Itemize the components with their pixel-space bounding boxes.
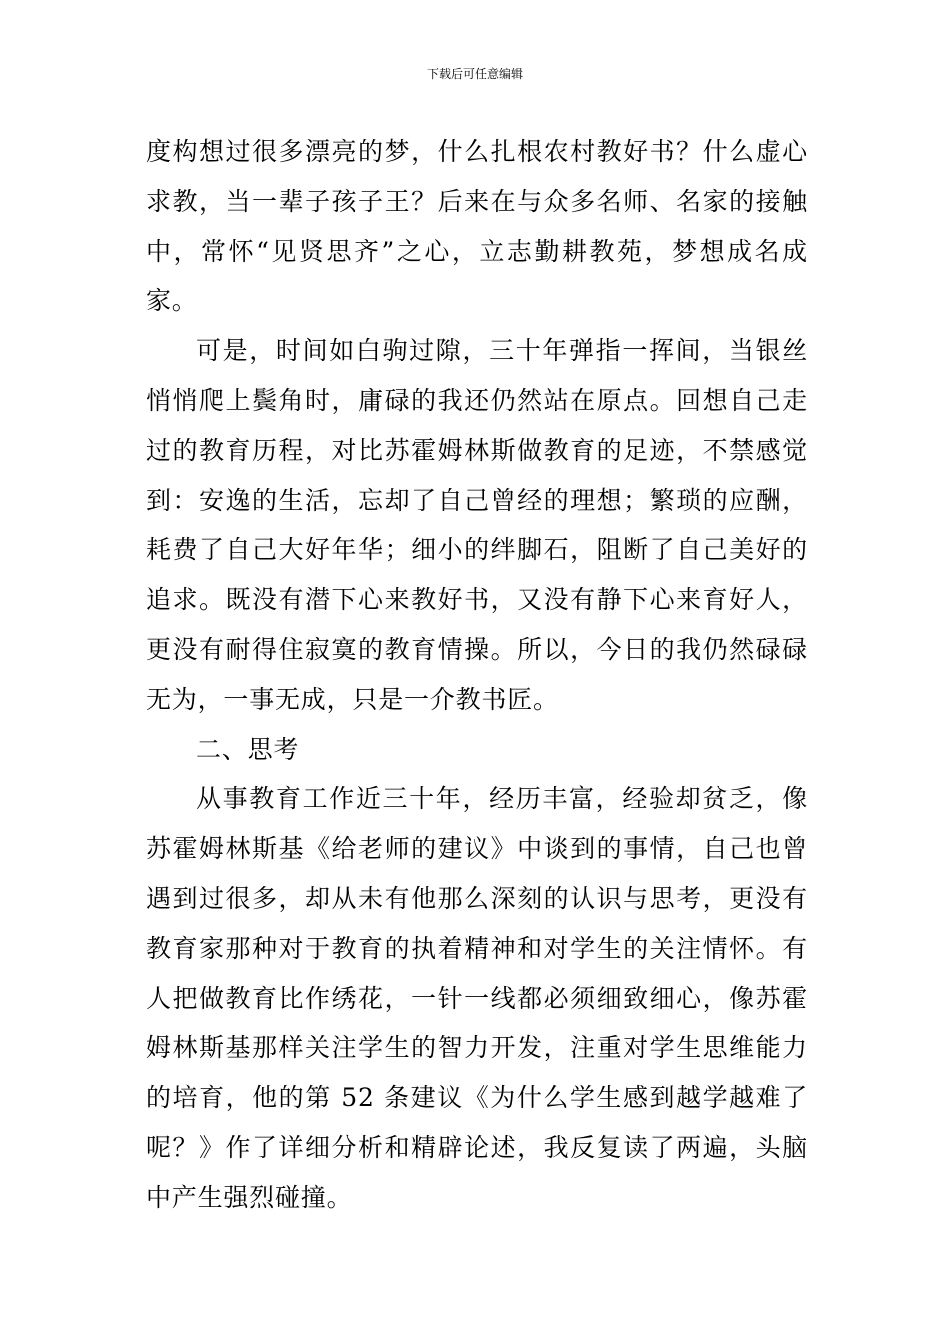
document-body	[146, 127, 808, 1223]
paragraph: 可是，时间如白驹过隙，三十年弹指一挥间，当银丝悄悄爬上鬓角时，庸碌的我还仍然站在原点。回想自己走过的教育历程，对比苏霍姆林斯做教育的足迹，不禁感觉到：安逸的生活，忘却了自己曾经的理想；繁琐的应酬，耗费了自己大好年华；细小的绊脚石，阻断了自己美好的追求。既没有潜下心来教好书，又没有静下心来育好人，更没有耐得住寂寞的教育情操。所以，今日的我仍然碌碌无为，一事无成，只是一介教书匠。	[146, 336, 808, 714]
paragraph: 从事教育工作近三十年，经历丰富，经验却贫乏，像苏霍姆林斯基《给老师的建议》中谈到的事情，自己也曾遇到过很多，却从未有他那么深刻的认识与思考，更没有教育家那种对于教育的执着精神和对学生的关注情怀。有人把做教育比作绣花，一针一线都必须细致细心，像苏霍姆林斯基那样关注学生的智力开发，注重对学生思维能力的培育，他的第 52 条建议《为什么学生感到越学越难了呢？》作了详细分析和精辟论述，我反复读了两遍，头脑中产生强烈碰撞。	[146, 784, 808, 1212]
section-heading: 二、思考	[196, 734, 300, 764]
paragraph: 度构想过很多漂亮的梦，什么扎根农村教好书？什么虚心求教，当一辈子孩子王？后来在与众多名师、名家的接触中，常怀“见贤思齐”之心，立志勤耕教苑，梦想成名成家。	[146, 137, 808, 316]
page-header: 下载后可任意编辑	[426, 67, 523, 81]
